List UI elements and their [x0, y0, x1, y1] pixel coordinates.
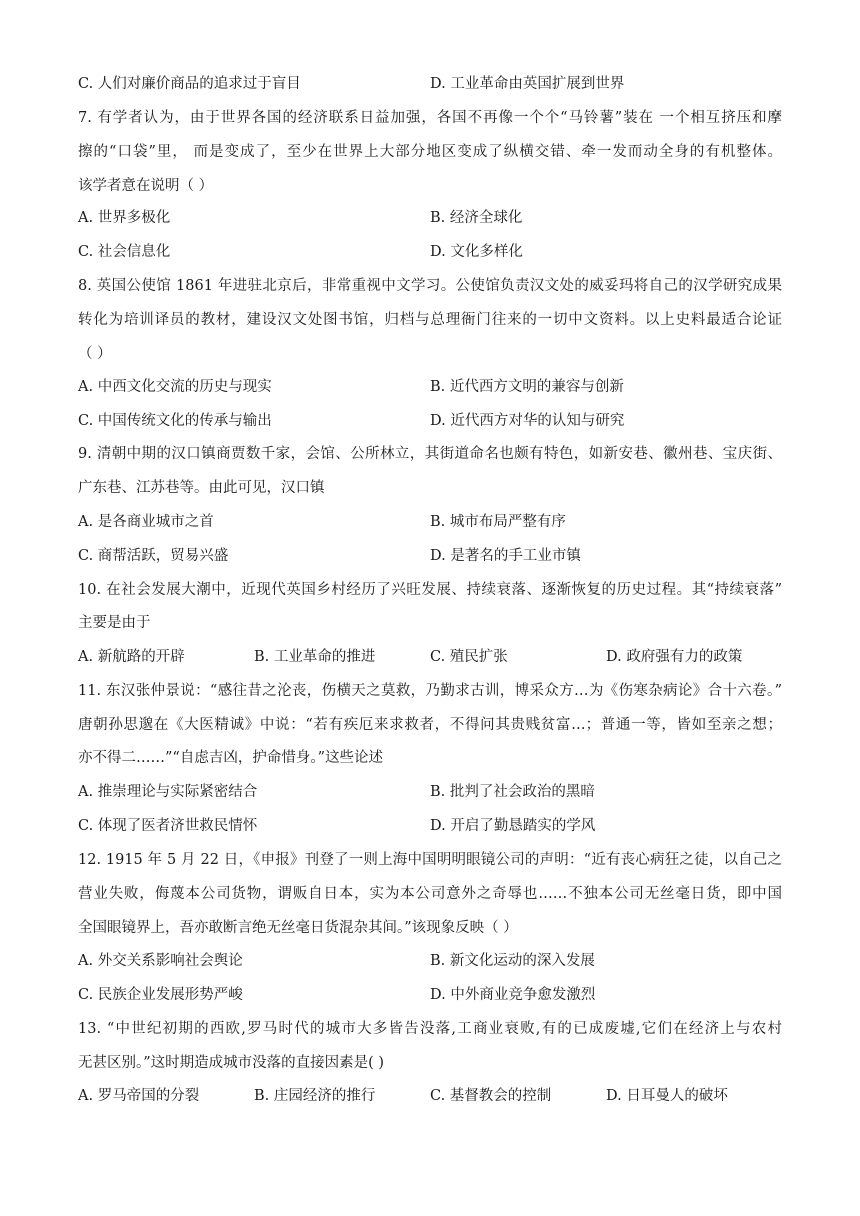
- option-d: D. 工业革命由英国扩展到世界: [430, 76, 625, 92]
- option-b: B. 经济全球化: [430, 210, 523, 226]
- question-text-line: 11. 东汉张仲景说：“感往昔之沦丧，伤横天之莫救，乃勤求古训，博采众方…为《伤寒杂病论》合十六卷。”: [78, 683, 782, 699]
- question-text-line: 10. 在社会发展大潮中，近现代英国乡村经历了兴旺发展、持续衰落、逐渐恢复的历史过程。其“持续衰落”: [78, 582, 782, 598]
- question-text-line: 全国眼镜界上，吾亦敢断言绝无丝毫日货混杂其间。”该现象反映（ ）: [78, 920, 518, 936]
- option-d: D. 近代西方对华的认知与研究: [430, 413, 625, 429]
- option-b: B. 城市布局严整有序: [430, 514, 566, 530]
- option-c: C. 民族企业发展形势严峻: [78, 987, 243, 1003]
- option-b: B. 庄园经济的推行: [254, 1088, 376, 1104]
- question-text-line: 9. 清朝中期的汉口镇商贾数千家，会馆、公所林立，其街道命名也颇有特色，如新安巷、徽州巷、宝庆街、: [78, 446, 782, 462]
- question-text-line: 转化为培训译员的教材，建设汉文处图书馆，归档与总理衙门往来的一切中文资料。以上史料最适合论证: [78, 312, 782, 328]
- question-text-line: 该学者意在说明（ ）: [78, 178, 214, 194]
- option-d: D. 政府强有力的政策: [606, 649, 743, 665]
- question-text-line: （ ）: [78, 346, 112, 362]
- question-text-line: 营业失败，侮蔑本公司货物，谓贩自日本，实为本公司意外之奇辱也……不独本公司无丝毫日货，即中国: [78, 886, 782, 902]
- option-d: D. 文化多样化: [430, 244, 523, 260]
- question-text-line: 12. 1915 年 5 月 22 日，《申报》刊登了一则上海中国明明眼镜公司的声明：“近有丧心病狂之徒，以自己之: [78, 852, 782, 868]
- option-d: D. 日耳曼人的破坏: [606, 1088, 728, 1104]
- option-a: A. 推崇理论与实际紧密结合: [78, 784, 258, 800]
- option-c: C. 殖民扩张: [430, 649, 508, 665]
- question-text-line: 主要是由于: [78, 615, 151, 631]
- question-text-line: 擦的“口袋”里， 而是变成了，至少在世界上大部分地区变成了纵横交错、牵一发而动全身的有机整体。: [78, 144, 782, 160]
- option-d: D. 开启了勤恳踏实的学风: [430, 818, 596, 834]
- option-d: D. 是著名的手工业市镇: [430, 548, 581, 564]
- option-c: C. 体现了医者济世救民情怀: [78, 818, 258, 834]
- question-text-line: 8. 英国公使馆 1861 年进驻北京后，非常重视中文学习。公使馆负责汉文处的威妥玛将自己的汉学研究成果: [78, 278, 782, 294]
- option-c: C. 社会信息化: [78, 244, 171, 260]
- option-d: D. 中外商业竞争愈发激烈: [430, 987, 596, 1003]
- option-b: B. 工业革命的推进: [254, 649, 376, 665]
- question-text-line: 唐朝孙思邈在《大医精诚》中说：“若有疾厄来求救者，不得问其贵贱贫富…；普通一等，皆如至亲之想；: [78, 717, 782, 733]
- option-c: C. 人们对廉价商品的追求过于盲目: [78, 76, 301, 92]
- option-a: A. 世界多极化: [78, 210, 171, 226]
- option-b: B. 新文化运动的深入发展: [430, 953, 595, 969]
- question-text-line: 无甚区别。”这时期造成城市没落的直接因素是( ): [78, 1055, 385, 1071]
- option-a: A. 中西文化交流的历史与现实: [78, 379, 272, 395]
- question-text-line: 7. 有学者认为，由于世界各国的经济联系日益加强，各国不再像一个个“马铃薯”装在 一个相互挤压和摩: [78, 110, 782, 126]
- option-c: C. 中国传统文化的传承与输出: [78, 413, 272, 429]
- question-text-line: 亦不得二……”“自虑吉凶，护命惜身。”这些论述: [78, 750, 383, 766]
- option-a: A. 是各商业城市之首: [78, 514, 214, 530]
- question-text-line: 13. “中世纪初期的西欧,罗马时代的城市大多皆告没落,工商业衰败,有的已成废墟,它们在经济上与农村: [78, 1021, 782, 1037]
- question-text-line: 广东巷、江苏巷等。由此可见，汉口镇: [78, 480, 325, 496]
- option-c: C. 商帮活跃，贸易兴盛: [78, 548, 229, 564]
- option-a: A. 罗马帝国的分裂: [78, 1088, 200, 1104]
- option-a: A. 外交关系影响社会舆论: [78, 953, 243, 969]
- option-b: B. 近代西方文明的兼容与创新: [430, 379, 624, 395]
- option-a: A. 新航路的开辟: [78, 649, 185, 665]
- option-b: B. 批判了社会政治的黑暗: [430, 784, 595, 800]
- option-c: C. 基督教会的控制: [430, 1088, 552, 1104]
